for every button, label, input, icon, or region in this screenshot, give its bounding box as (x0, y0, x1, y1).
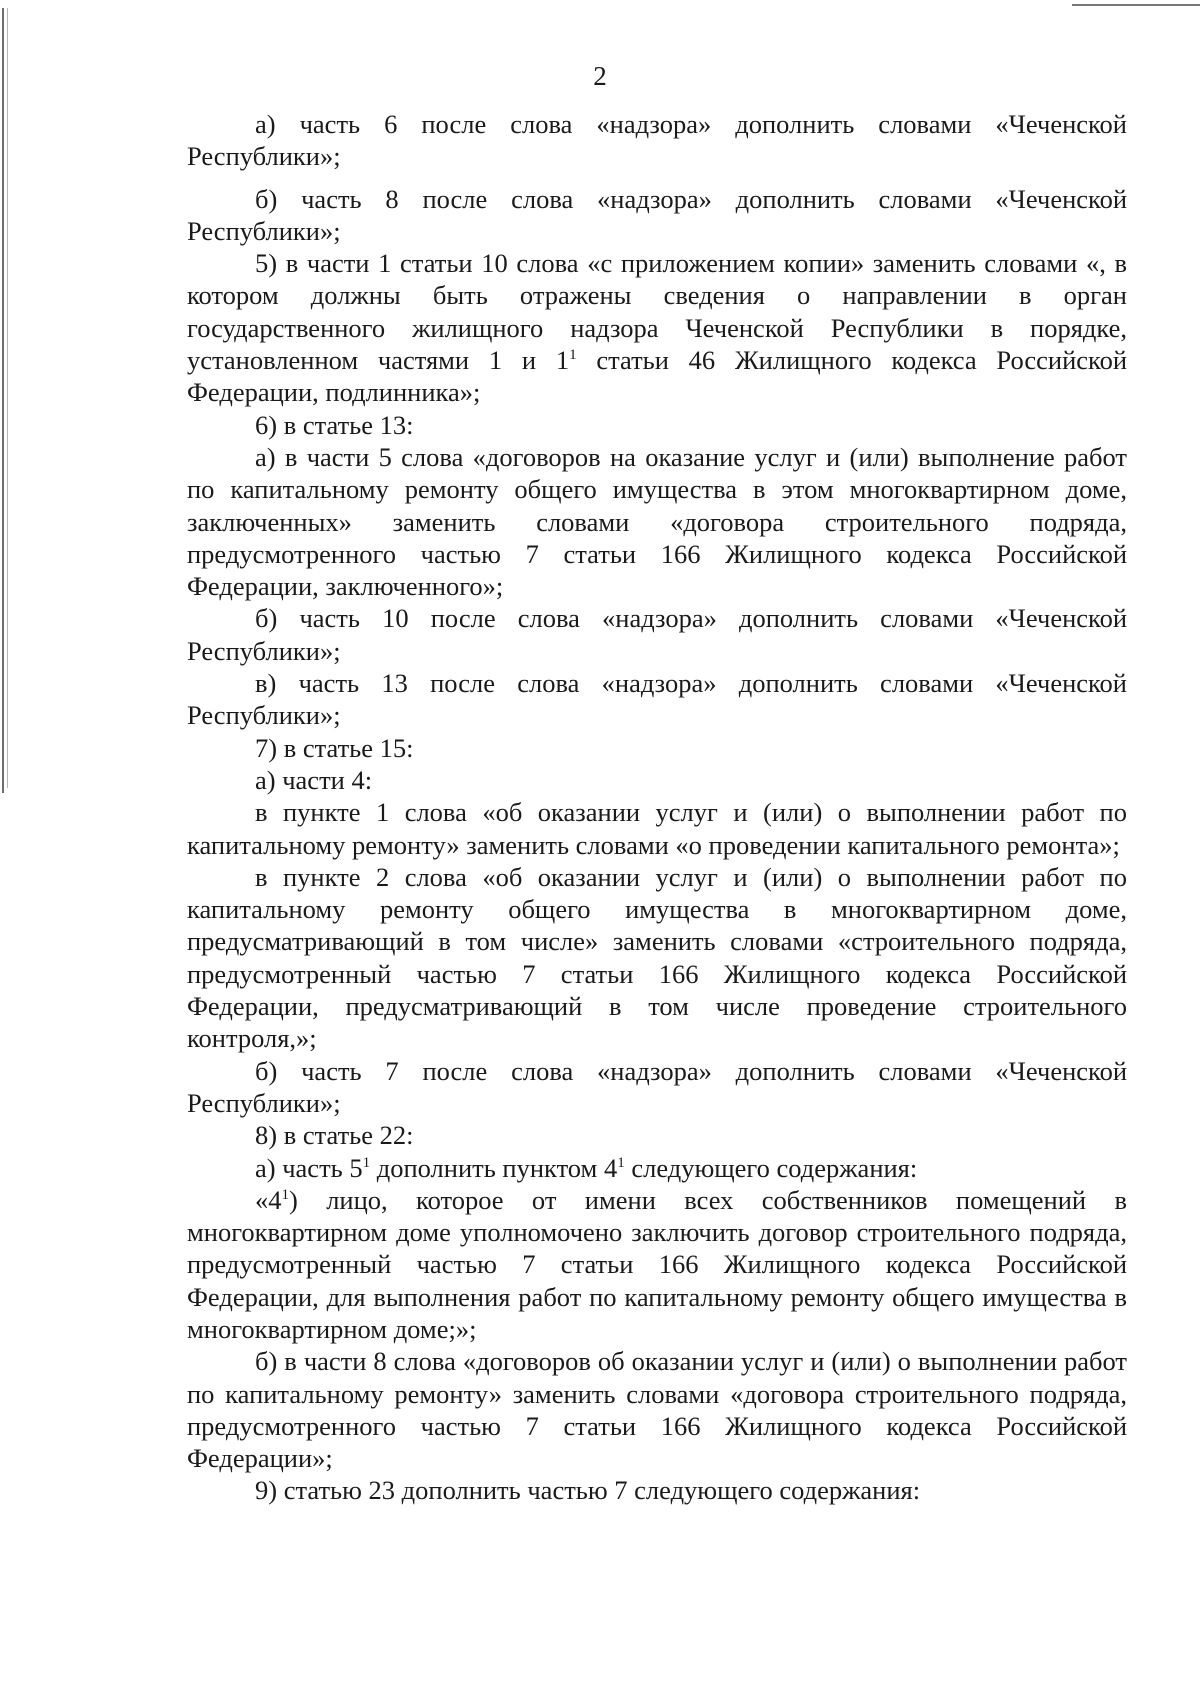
scan-border-left (2, 8, 4, 793)
paragraph: «$4^1$) лицо, которое от имени всех собственников помещений в многоквартирном доме уполномочено заключить договор строительного подряда, предусмотренный частью 7 статьи 166 Жилищного кодекса Российской Федерации, для выполнения работ по капитальному ремонту общего имущества в многоквартирном доме;»; (187, 1184, 1127, 1344)
paragraph: а) часть 6 после слова «надзора» дополнить словами «Чеченской Республики»; (187, 109, 1127, 172)
scan-border-top (1072, 4, 1200, 6)
paragraph: а) часть $5^1$ дополнить пунктом $4^1$ следующего содержания: (255, 1152, 918, 1183)
paragraph: в пункте 2 слова «об оказании услуг и (или) о выполнении работ по капитальному ремонту общего имущества в многоквартирном доме, предусматривающий в том числе» заменить словами «строительного подряда, предусмотренный частью 7 статьи 166 Жилищного кодекса Российской Федерации, предусматривающий в том числе проведение строительного контроля,»; (187, 861, 1127, 1054)
document-body (187, 108, 1127, 1507)
paragraph: 8) в статье 22: (255, 1120, 414, 1151)
paragraph: 5) в части 1 статьи 10 слова «с приложением копии» заменить словами «, в котором должны быть отражены сведения о направлении в орган государственного жилищного надзора Чеченской Республики в порядке, установленном частями 1 и $1^1$ статьи 46 Жилищного кодекса Российской Федерации, подлинника»; (187, 248, 1128, 408)
page-number: 2 (593, 61, 607, 91)
paragraph: в) часть 13 после слова «надзора» дополнить словами «Чеченской Республики»; (187, 668, 1127, 731)
paragraph: б) часть 10 после слова «надзора» дополнить словами «Чеченской Республики»; (187, 603, 1127, 666)
paragraph: 7) в статье 15: (255, 732, 414, 763)
paragraph: б) в части 8 слова «договоров об оказании услуг и (или) о выполнении работ по капитальному ремонту» заменить словами «договора строительного подряда, предусмотренного частью 7 статьи 166 Жилищного кодекса Российской Федерации»; (187, 1346, 1127, 1474)
paragraph: 9) статью 23 дополнить частью 7 следующего содержания: (255, 1475, 921, 1506)
paragraph: а) в части 5 слова «договоров на оказание услуг и (или) выполнение работ по капитальному ремонту общего имущества в этом многоквартирном доме, заключенных» заменить словами «договора строительного подряда, предусмотренного частью 7 статьи 166 Жилищного кодекса Российской Федерации, заключенного»; (187, 441, 1127, 602)
paragraph: а) части 4: (255, 764, 373, 795)
paragraph: б) часть 8 после слова «надзора» дополнить словами «Чеченской Республики»; (187, 183, 1127, 246)
paragraph: в пункте 1 слова «об оказании услуг и (или) о выполнении работ по капитальному ремонту» заменить словами «о проведении капитального ремонта»; (187, 797, 1127, 860)
paragraph: б) часть 7 после слова «надзора» дополнить словами «Чеченской Республики»; (187, 1055, 1127, 1118)
scan-border-left-inner (7, 8, 8, 788)
paragraph: 6) в статье 13: (255, 409, 414, 440)
